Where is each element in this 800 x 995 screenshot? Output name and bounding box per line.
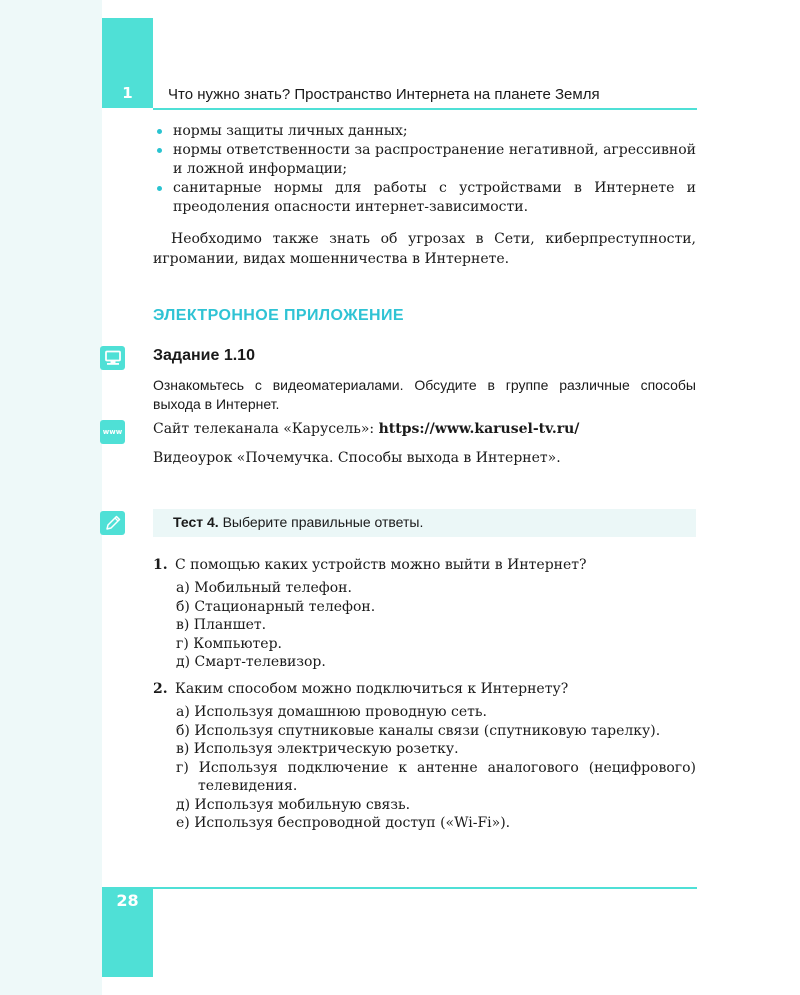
site-prefix: Сайт телеканала «Карусель»: <box>153 421 375 437</box>
list-item: нормы защиты личных данных; <box>153 122 696 141</box>
test-instruction-text: Выберите правильные ответы. <box>222 514 424 530</box>
question-number: 2. <box>153 681 168 697</box>
list-item: нормы ответственности за распространение негативной, агрессивной и ложной информации; <box>153 141 696 179</box>
page-number: 28 <box>116 891 139 910</box>
pencil-icon <box>100 511 125 535</box>
answer-option: б) Стационарный телефон. <box>176 598 376 615</box>
answer-option: а) Используя домашнюю проводную сеть. <box>176 704 488 720</box>
answer-option: г) Компьютер. <box>176 635 282 652</box>
question-2-answers <box>176 703 696 833</box>
footer-divider <box>153 887 697 889</box>
section-heading: ЭЛЕКТРОННОЕ ПРИЛОЖЕНИЕ <box>153 307 404 324</box>
header-divider <box>153 108 697 110</box>
body-paragraph: Необходимо также знать об угрозах в Сети, киберпреступности, игромании, видах мошенничества в Интернете. <box>153 231 696 267</box>
site-link-line <box>153 421 579 437</box>
computer-icon <box>100 346 125 370</box>
video-lesson-line: Видеоурок «Почемучка. Способы выхода в Интернет». <box>153 450 561 466</box>
list-item: санитарные нормы для работы с устройствами в Интернете и преодоления опасности интернет-зависимости. <box>153 179 696 217</box>
task-text: Ознакомьтесь с видеоматериалами. Обсудите в группе различные способы выхода в Интернет. <box>153 377 696 412</box>
answer-option: г) Используя подключение к антенне аналогового (нецифрового) телевидения. <box>176 759 696 794</box>
test-label: Тест 4. <box>173 514 219 530</box>
answer-option: в) Используя электрическую розетку. <box>176 741 459 757</box>
answer-option: а) Мобильный телефон. <box>176 580 352 596</box>
bullet-list <box>153 122 696 217</box>
site-url-link[interactable]: https://www.karusel-tv.ru/ <box>378 421 580 437</box>
answer-option: б) Используя спутниковые каналы связи (спутниковую тарелку). <box>176 722 661 739</box>
task-title: Задание 1.10 <box>153 347 255 364</box>
left-margin-strip <box>0 0 102 995</box>
test-instruction <box>173 514 423 530</box>
answer-option: в) Планшет. <box>176 617 267 633</box>
answer-option: д) Используя мобильную связь. <box>176 796 411 813</box>
question-text: Каким способом можно подключиться к Интернету? <box>175 681 569 697</box>
running-header-title: Что нужно знать? Пространство Интернета на планете Земля <box>168 86 600 103</box>
chapter-number: 1 <box>122 84 133 102</box>
question-1-answers <box>176 579 696 672</box>
answer-option: д) Смарт-телевизор. <box>176 654 326 670</box>
www-icon: www <box>100 420 125 444</box>
question-number: 1. <box>153 557 168 573</box>
question-text: С помощью каких устройств можно выйти в Интернет? <box>175 557 587 573</box>
answer-option: е) Используя беспроводной доступ («Wi-Fi»). <box>176 815 511 831</box>
